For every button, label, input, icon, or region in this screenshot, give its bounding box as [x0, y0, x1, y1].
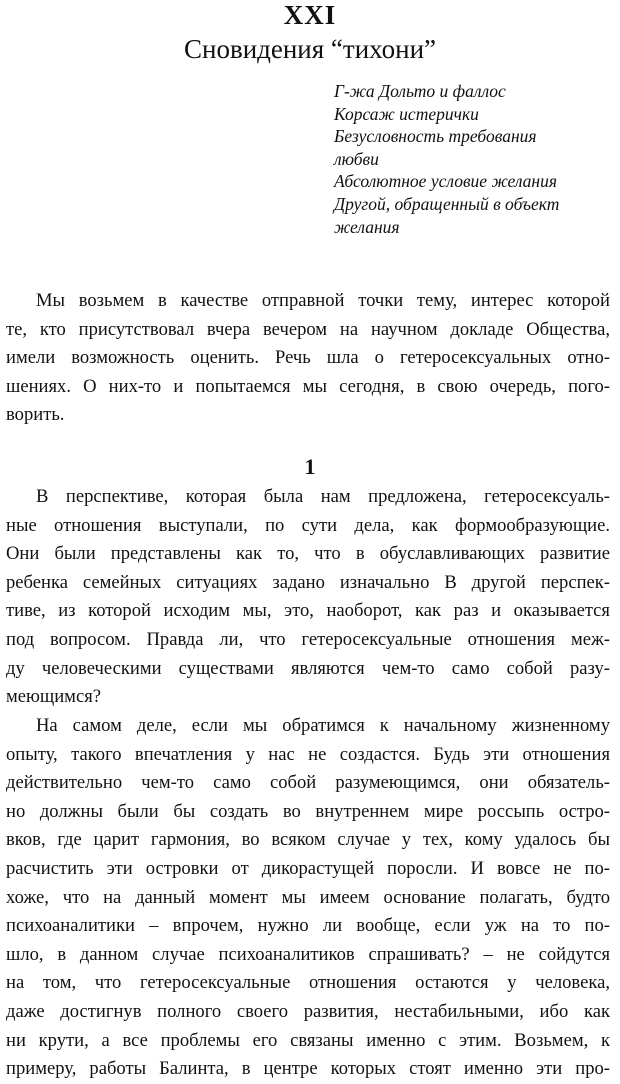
text-line: примеру, работы Балинта, в центре которых стоят именно эти про- — [6, 1058, 610, 1080]
text-line: даже достигнув полного своего развития, нестабильными, ибо как — [6, 1000, 610, 1022]
text-line: но должны были бы создать во внутреннем мире россыпь остро- — [6, 800, 610, 822]
text-line: шениях. О них-то и попытаемся мы сегодня, в свою очередь, пого- — [6, 375, 610, 397]
epigraph-line: желания — [334, 216, 400, 237]
text-line: Они были представлены как то, что в обуславливающих развитие — [6, 543, 610, 565]
text-line: вков, где царит гармония, во всяком случае у тех, кому удалось бы — [6, 829, 610, 851]
text-line: имели возможность оценить. Речь шла о гетеросексуальных отно- — [6, 347, 610, 369]
text-line: тиве, из которой исходим мы, это, наоборот, как раз и оказывается — [6, 600, 610, 622]
text-line: В перспективе, которая была нам предложена, гетеросексуаль- — [36, 486, 610, 507]
epigraph-line: Г-жа Дольто и фаллос — [334, 81, 506, 101]
chapter-title: Сновидения “тихони” — [183, 34, 437, 64]
text-line: на том, что гетеросексуальные отношения остаются у человека, — [6, 972, 610, 994]
paragraph-1 — [6, 483, 610, 712]
text-line: расчистить эти островки от дикорастущей поросли. И вовсе не по- — [6, 857, 610, 879]
epigraph-line: любви — [334, 148, 379, 169]
epigraph-line: Корсаж истерички — [334, 103, 479, 124]
text-line: ребенка семейных ситуациях задано изначально В другой перспек- — [6, 571, 610, 593]
epigraph-line: Абсолютное условие желания — [334, 171, 557, 192]
text-line: ни крути, а все проблемы его связаны именно с этим. Возьмем, к — [6, 1029, 610, 1051]
text-line: хоже, что на данный момент мы имеем основание полагать, будто — [6, 886, 610, 908]
text-line: ные отношения выступали, по сути дела, как формообразующие. — [6, 514, 610, 536]
text-line: под вопросом. Правда ли, что гетеросексуальные отношения меж- — [6, 628, 610, 650]
text-line: те, кто присутствовал вчера вечером на научном докладе Общества, — [6, 318, 610, 340]
intro-paragraph — [6, 287, 610, 430]
text-line: меющимся? — [6, 686, 102, 708]
text-line: психоаналитики – впрочем, нужно ли вообще, если уж на то по- — [6, 915, 610, 937]
paragraph-2 — [6, 712, 610, 1084]
section-number: 1 — [304, 454, 316, 479]
text-line: Мы возьмем в качестве отправной точки тему, интерес которой — [36, 290, 610, 311]
text-line: На самом деле, если мы обратимся к начальному жизненному — [36, 715, 610, 736]
text-line: действительно чем-то само собой разумеющимся, они обязатель- — [6, 772, 610, 794]
epigraph-line: Безусловность требования — [334, 126, 537, 147]
chapter-number: XXI — [283, 0, 337, 30]
epigraph-line: Другой, обращенный в объект — [334, 193, 560, 214]
text-line: шло, в данном случае психоаналитиков спрашивать? – не сойдутся — [6, 943, 610, 965]
text-line: ворить. — [6, 404, 65, 426]
text-line: ду человеческими существами являются чем-то само собой разу- — [6, 657, 610, 679]
text-line: опыту, такого впечатления у нас не создастся. Будь эти отношения — [6, 743, 610, 765]
epigraph — [334, 80, 609, 238]
